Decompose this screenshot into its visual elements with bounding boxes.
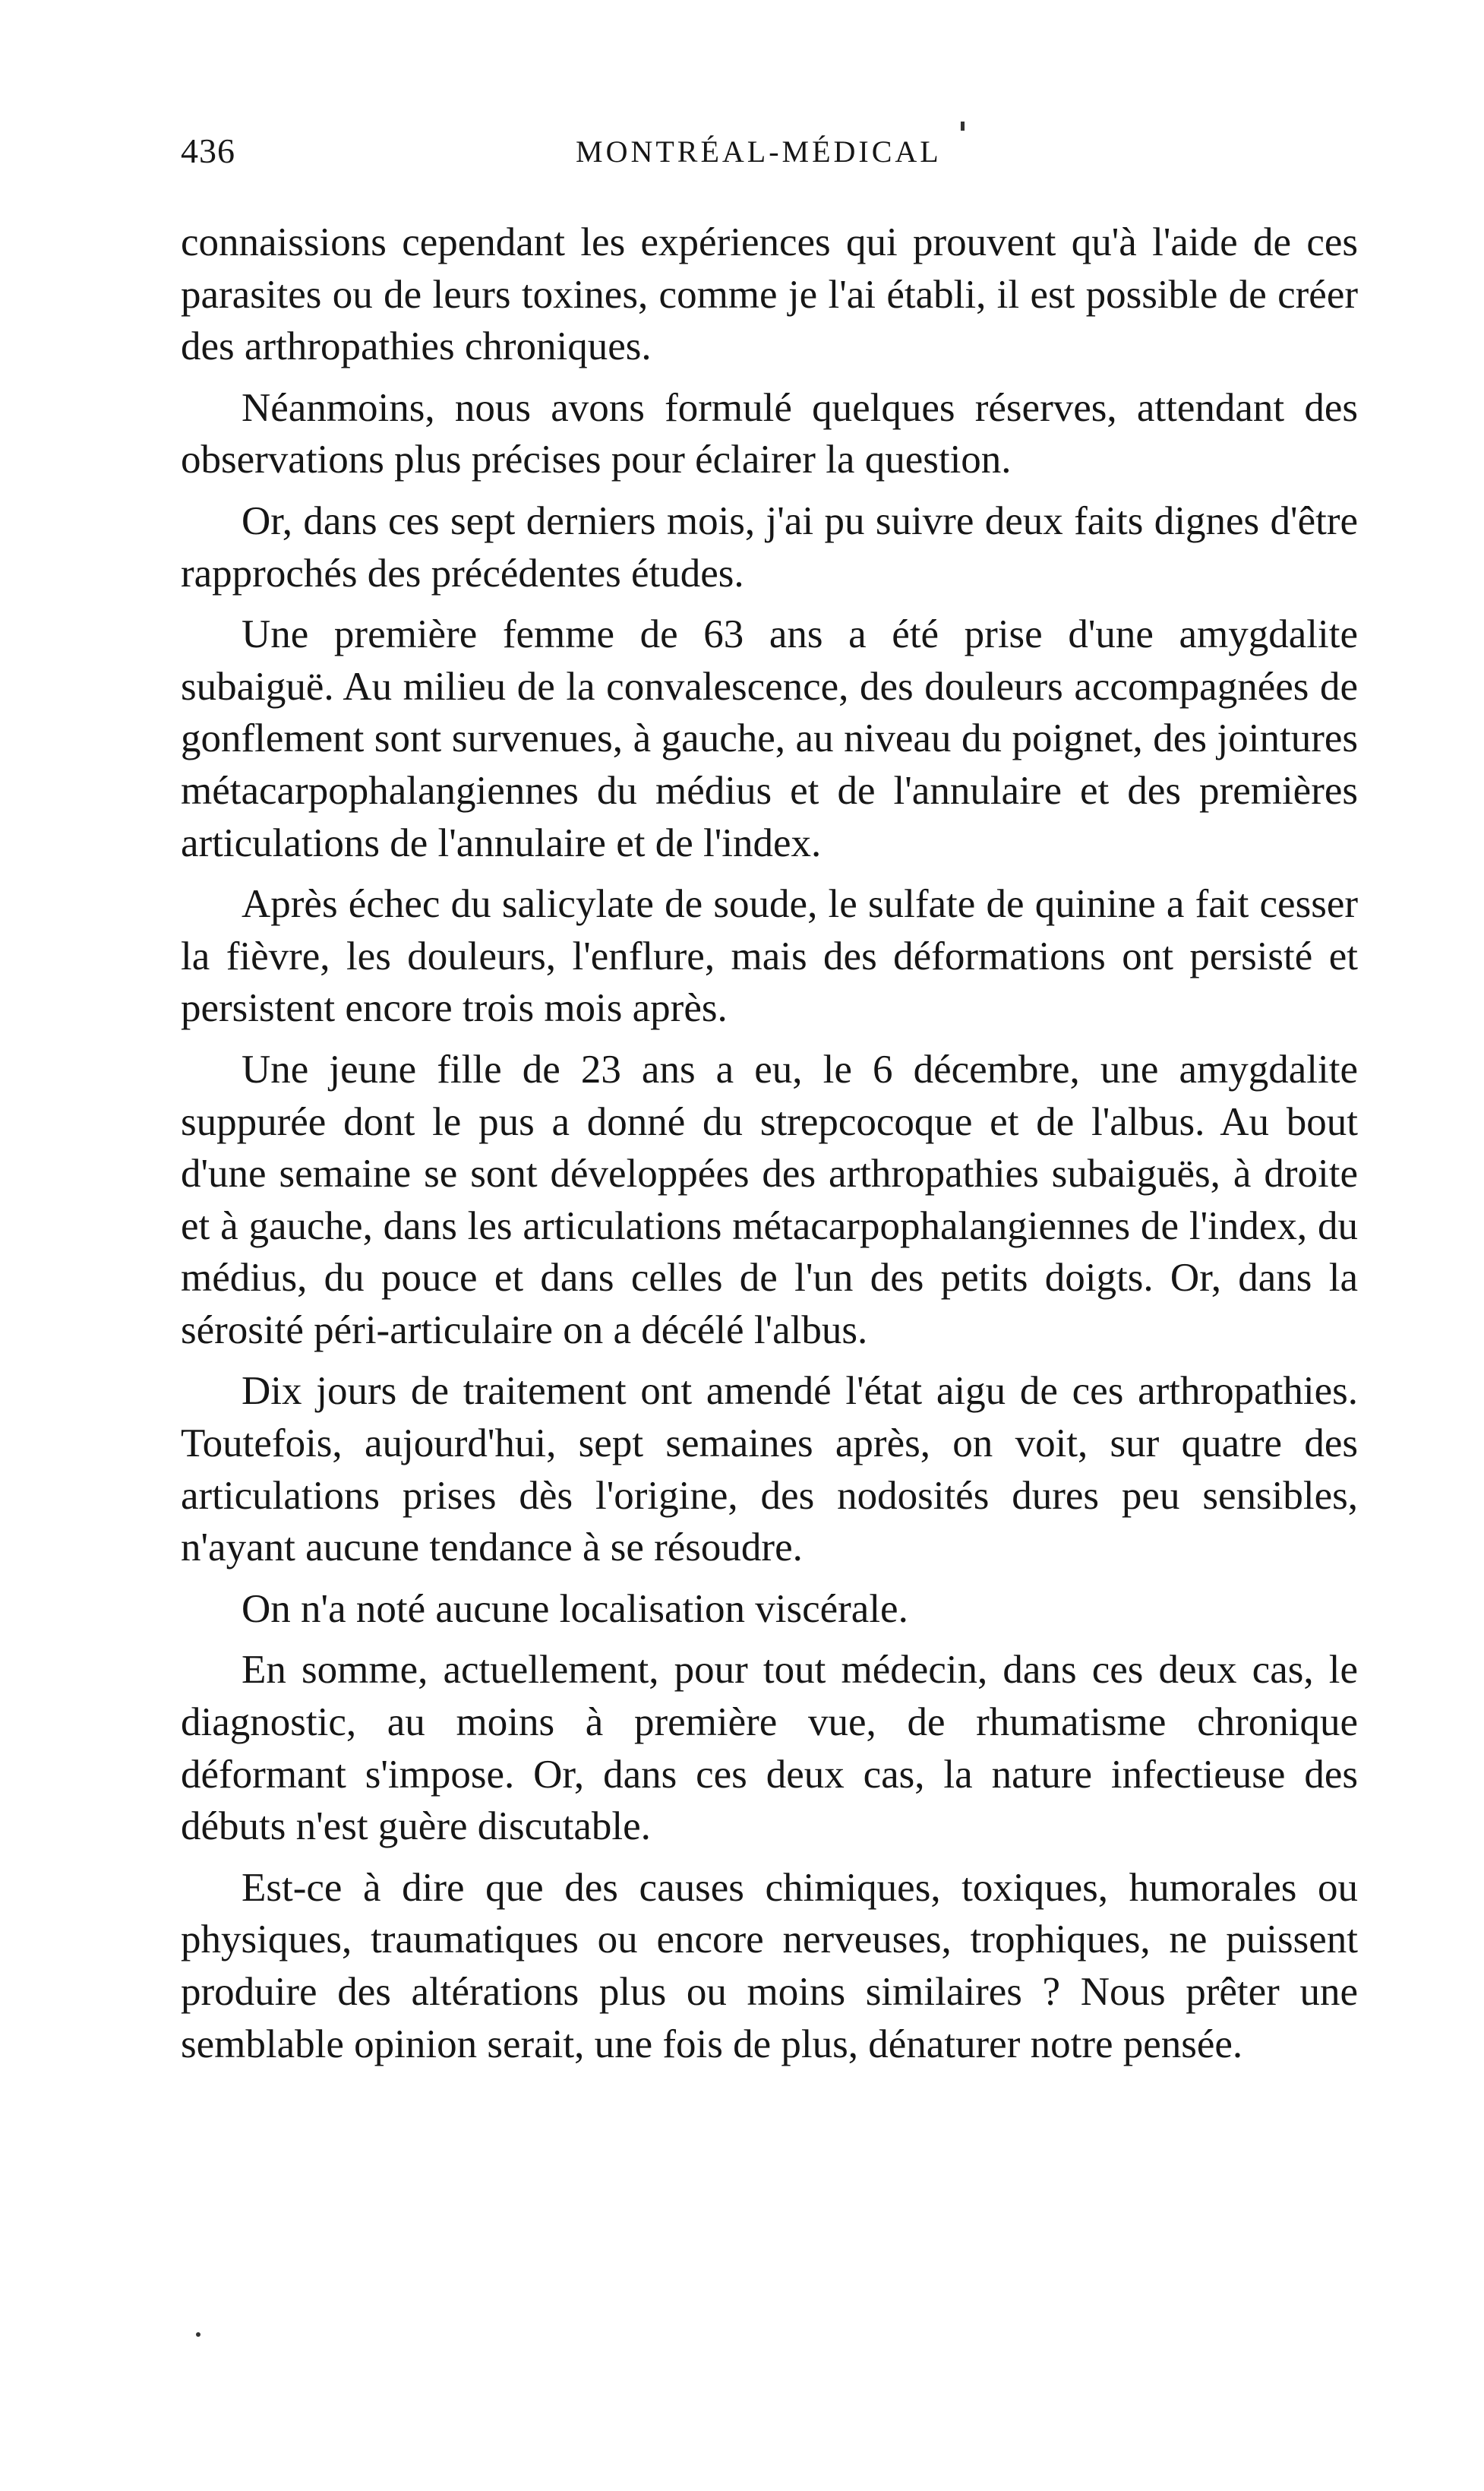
paragraph-9: En somme, actuellement, pour tout médecin, dans ces deux cas, le diagnostic, au moins à première vue, de rhumatisme chronique déformant s'impose. Or, dans ces deux cas, la nature infectieuse des débuts n'est guère discutable. [181,1648,1358,1849]
page-number: 436 [181,131,235,170]
paragraph-1: connaissions cependant les expériences qui prouvent qu'à l'aide de ces parasites ou de leurs toxines, comme je l'ai établi, il est possible de créer des arthropathies chroniques. [181,220,1358,369]
running-title: MONTRÉAL-MÉDICAL [576,134,942,169]
body-text [181,217,1358,2070]
paragraph-3: Or, dans ces sept derniers mois, j'ai pu suivre deux faits dignes d'être rapprochés des précédentes études. [181,498,1358,596]
bottom-dot [196,2332,200,2337]
paragraph-2: Néanmoins, nous avons formulé quelques réserves, attendant des observations plus précises pour éclairer la question. [181,385,1358,482]
paragraph-8: On n'a noté aucune localisation viscérale. [242,1586,908,1631]
page-header [181,131,1366,184]
paragraph-7: Dix jours de traitement ont amendé l'état aigu de ces arthropathies. Toutefois, aujourd'hui, sept semaines après, on voit, sur quatre des articulations prises dès l'origine, des nodosités dures peu sensibles, n'ayant aucune tendance à se résoudre. [181,1369,1358,1570]
paragraph-4: Une première femme de 63 ans a été prise d'une amygdalite subaiguë. Au milieu de la convalescence, des douleurs accompagnées de gonflement sont survenues, à gauche, au niveau du poignet, des jointures métacarpophalangiennes du médius et de l'annulaire et des premières articulations de l'annulaire et de l'index. [181,612,1358,865]
paragraph-5: Après échec du salicylate de soude, le sulfate de quinine a fait cesser la fièvre, les douleurs, l'enflure, mais des déformations ont persisté et persistent encore trois mois après. [181,882,1358,1031]
paragraph-10: Est-ce à dire que des causes chimiques, toxiques, humorales ou physiques, traumatiques ou encore nerveuses, trophiques, ne puissent produire des altérations plus ou moins similaires ? Nous prêter une semblable opinion serait, une fois de plus, dénaturer notre pensée. [181,1865,1358,2066]
header-mark [961,122,965,131]
paragraph-6: Une jeune fille de 23 ans a eu, le 6 décembre, une amygdalite suppurée dont le pus a donné du strepcocoque et de l'albus. Au bout d'une semaine se sont développées des arthropathies subaiguës, à droite et à gauche, dans les articulations métacarpophalangiennes de l'index, du médius, du pouce et dans celles de l'un des petits doigts. Or, dans la sérosité péri-articulaire on a décélé l'albus. [181,1047,1358,1352]
